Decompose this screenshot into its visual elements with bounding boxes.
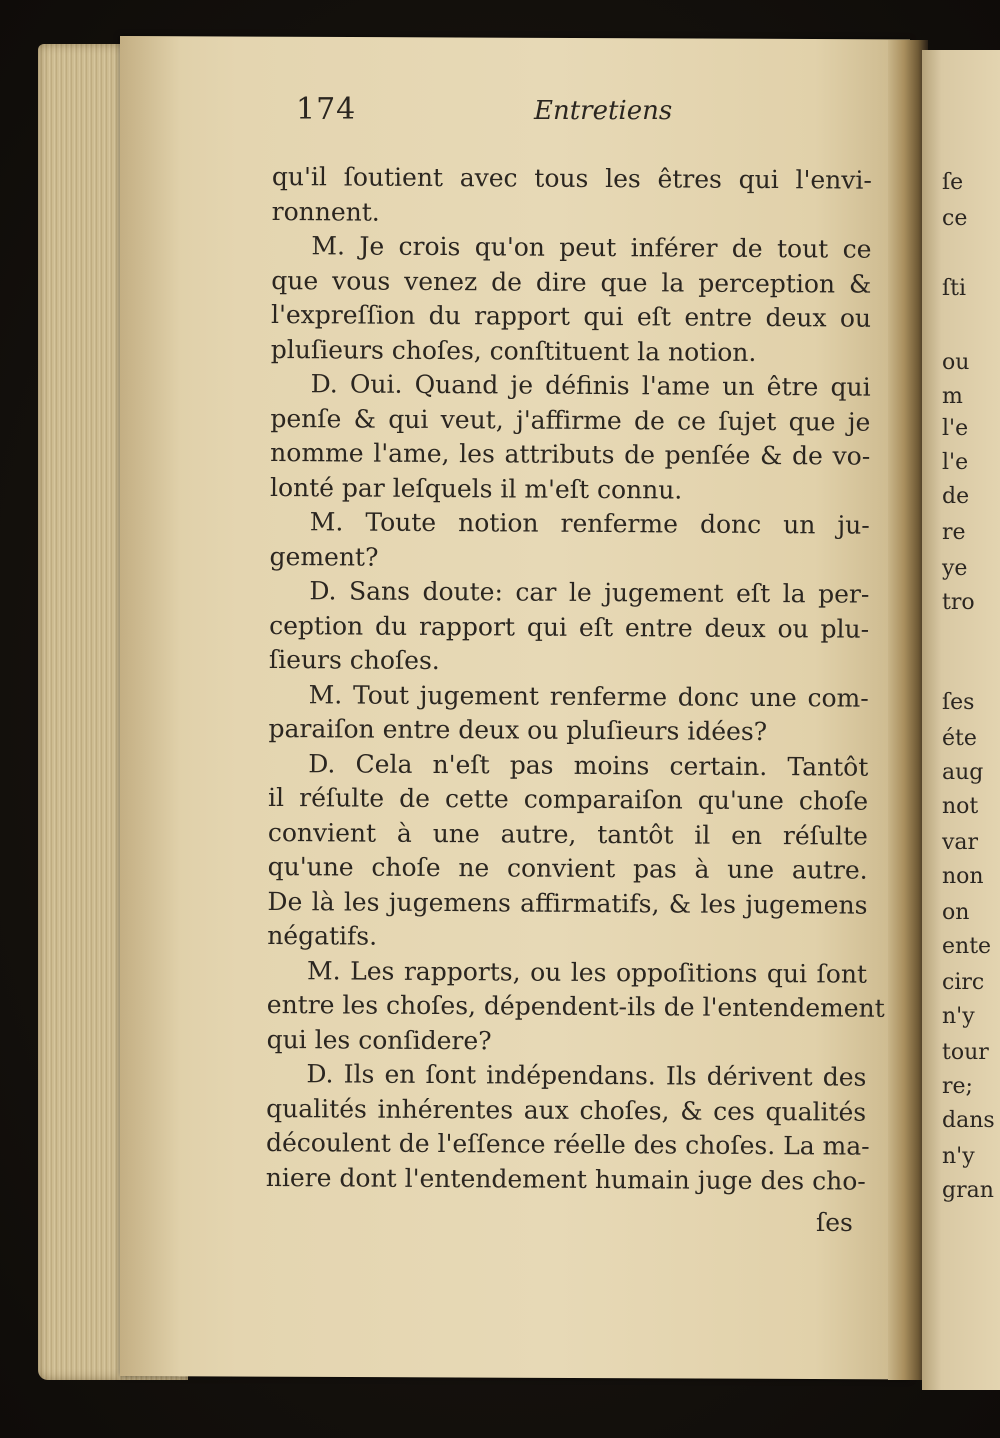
text-line: D. Cela n'eſt pas moins certain. Tantôt — [308, 748, 869, 782]
facing-fragment: re — [942, 520, 966, 545]
text-line: entre les choſes, dépendent-ils de l'entendement — [266, 989, 885, 1023]
text-line: nomme l'ame, les attributs de penſée & de vo- — [270, 437, 871, 471]
facing-fragment: tro — [942, 590, 975, 615]
facing-fragment: l'e — [942, 450, 969, 475]
facing-fragment: m — [942, 384, 963, 409]
facing-fragment: tour — [942, 1040, 989, 1065]
catchword: ſes — [816, 1208, 853, 1237]
facing-fragment: ou — [942, 350, 970, 375]
text-line: De là les jugemens affirmatifs, & les jugemens — [267, 886, 868, 920]
facing-fragment: var — [942, 830, 979, 855]
text-line: négatifs. — [267, 920, 378, 951]
text-line: pluſieurs choſes, conſtituent la notion. — [270, 334, 757, 367]
facing-fragment: de — [942, 484, 970, 509]
facing-fragment: ſti — [942, 276, 967, 301]
facing-fragment: not — [942, 794, 979, 819]
text-line: penſe & qui veut, j'affirme de ce ſujet que je — [270, 403, 871, 437]
running-head: Entretiens — [534, 96, 673, 126]
facing-fragment: circ — [942, 970, 985, 995]
facing-fragment: ſe — [942, 170, 964, 195]
text-line: D. Oui. Quand je définis l'ame un être qui — [310, 369, 871, 402]
text-line: ronnent. — [271, 196, 380, 227]
facing-fragment: ente — [942, 934, 992, 959]
text-line: D. Sans doute: car le jugement eſt la per- — [309, 576, 870, 609]
text-line: M. Je crois qu'on peut inférer de tout ce — [311, 231, 872, 264]
facing-fragment: n'y — [942, 1004, 975, 1029]
facing-fragment: dans — [942, 1108, 995, 1133]
text-line: M. Toute notion renferme donc un ju- — [309, 507, 870, 540]
text-line: il réſulte de cette comparaiſon qu'une choſe — [268, 782, 869, 816]
facing-fragment: ſes — [942, 690, 975, 715]
text-line: l'expreſſion du rapport qui eſt entre deux ou — [270, 299, 872, 333]
facing-fragment: n'y — [942, 1144, 975, 1169]
text-line: niere dont l'entendement humain juge des cho- — [265, 1162, 866, 1196]
text-line: gement? — [269, 541, 379, 572]
facing-fragment: gran — [942, 1178, 994, 1203]
page-header — [290, 92, 850, 132]
facing-fragment: re; — [942, 1074, 973, 1099]
facing-fragment: éte — [942, 726, 977, 751]
text-line: qui les conſidere? — [266, 1024, 492, 1055]
text-line: que vous venez de dire que la perception & — [271, 265, 872, 299]
facing-fragment: non — [942, 864, 984, 889]
text-line: M. Tout jugement renferme donc une com- — [308, 679, 869, 713]
facing-fragment: l'e — [942, 416, 969, 441]
page-number: 174 — [296, 92, 357, 127]
text-line: découlent de l'eſſence réelle des choſes. La ma- — [265, 1127, 870, 1161]
body-text — [265, 160, 885, 1199]
text-line: qualités inhérentes aux choſes, & ces qualités — [266, 1093, 867, 1127]
facing-fragment: aug — [942, 760, 984, 785]
text-line: M. Les rapports, ou les oppoſitions qui ſont — [306, 955, 868, 989]
text-line: convient à une autre, tantôt il en réſulte — [267, 817, 868, 851]
facing-fragment: on — [942, 900, 970, 925]
text-line: lonté par leſquels il m'eſt connu. — [269, 472, 683, 505]
text-line: qu'il ſoutient avec tous les êtres qui l'envi- — [271, 161, 872, 195]
text-line: ception du rapport qui eſt entre deux ou plu- — [269, 610, 870, 644]
facing-fragment: ce — [942, 206, 968, 231]
text-line: paraiſon entre deux ou pluſieurs idées? — [268, 713, 768, 747]
facing-fragment: ye — [942, 556, 968, 581]
text-line: qu'une choſe ne convient pas à une autre. — [267, 851, 868, 885]
text-line: D. Ils en ſont indépendans. Ils dérivent des — [306, 1059, 867, 1092]
text-line: ſieurs choſes. — [268, 644, 440, 676]
